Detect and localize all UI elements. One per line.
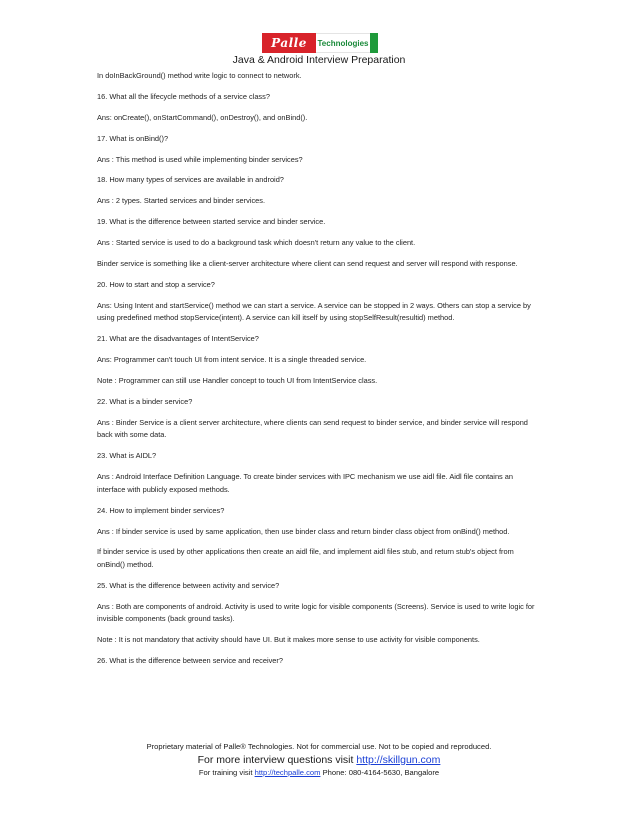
question: 18. How many types of services are available in android? — [97, 175, 284, 185]
question: 22. What is a binder service? — [97, 396, 193, 406]
question: 24. How to implement binder services? — [97, 505, 225, 515]
question: 21. What are the disadvantages of IntentService? — [97, 334, 259, 344]
paragraph: In doInBackGround() method write logic to connect to network. — [97, 71, 302, 80]
answer: If binder service is used by other applications then create an aidl file, and implement aidl files stub, and return stub's object from onBind() method. — [97, 547, 514, 570]
answer: Ans : If binder service is used by same application, then use binder class and return binder class object from onBind() method. — [97, 526, 510, 536]
footer-training-text: For training visit — [198, 768, 255, 777]
question: 17. What is onBind()? — [97, 133, 169, 143]
note: Note : It is not mandatory that activity should have UI. But it makes more sense to use activity for visible components. — [97, 635, 480, 645]
footer-more-questions — [0, 753, 638, 767]
palle-logo — [262, 33, 378, 53]
answer: Ans: Using Intent and startService() method we can start a service. A service can be stopped in 2 ways. Others can stop a service by using predefined method stopService(intent). A service can kill itself by using stopSelfResult(resultid) method. — [97, 300, 531, 323]
answer: Ans : Android Interface Definition Language. To create binder services with IPC mechanism we use aidl file. Aidl file contains an interface with publicly exposed methods. — [97, 472, 514, 494]
question: 19. What is the difference between started service and binder service. — [97, 217, 326, 227]
document-body — [97, 70, 542, 676]
logo-brand: Palle — [262, 33, 316, 53]
question: 23. What is AIDL? — [97, 451, 157, 461]
answer: Ans: onCreate(), onStartCommand(), onDestroy(), and onBind(). — [97, 112, 308, 122]
answer: Ans : Binder Service is a client server architecture, where clients can send request to binder service, and binder service will respond back with some data. — [97, 417, 528, 440]
techpalle-link[interactable]: http://techpalle.com — [254, 768, 321, 777]
answer: Ans : 2 types. Started services and binder services. — [97, 196, 266, 206]
answer: Ans : Started service is used to do a background task which doesn't return any value to the client. — [97, 238, 416, 248]
logo-suffix: Technologies — [316, 33, 370, 53]
question: 20. How to start and stop a service? — [97, 279, 215, 289]
question: 25. What is the difference between activity and service? — [97, 580, 280, 590]
question: 26. What is the difference between service and receiver? — [97, 656, 283, 666]
note: Note : Programmer can still use Handler concept to touch UI from IntentService class. — [97, 376, 378, 386]
question: 16. What all the lifecycle methods of a service class? — [97, 91, 270, 101]
answer: Ans : Both are components of android. Activity is used to write logic for visible components (Screens). Service is used to write logic for invisible components (back ground tasks). — [97, 601, 535, 624]
skillgun-link[interactable]: http://skillgun.com — [356, 754, 441, 766]
footer-phone: Phone: 080-4164-5630, Bangalore — [320, 768, 440, 777]
page-header-title: Java & Android Interview Preparation — [232, 54, 406, 66]
footer-more-questions-text: For more interview questions visit — [197, 754, 357, 766]
answer: Binder service is something like a client-server architecture where client can send request and server will respond with response. — [97, 259, 518, 269]
footer-training — [0, 767, 638, 778]
page-footer — [0, 741, 638, 778]
answer: Ans: Programmer can't touch UI from intent service. It is a single threaded service. — [97, 355, 367, 365]
answer: Ans : This method is used while implementing binder services? — [97, 154, 303, 164]
footer-copyright: Proprietary material of Palle® Technologies. Not for commercial use. Not to be copied and reproduced. — [146, 742, 492, 751]
logo-green-bar — [370, 33, 378, 53]
